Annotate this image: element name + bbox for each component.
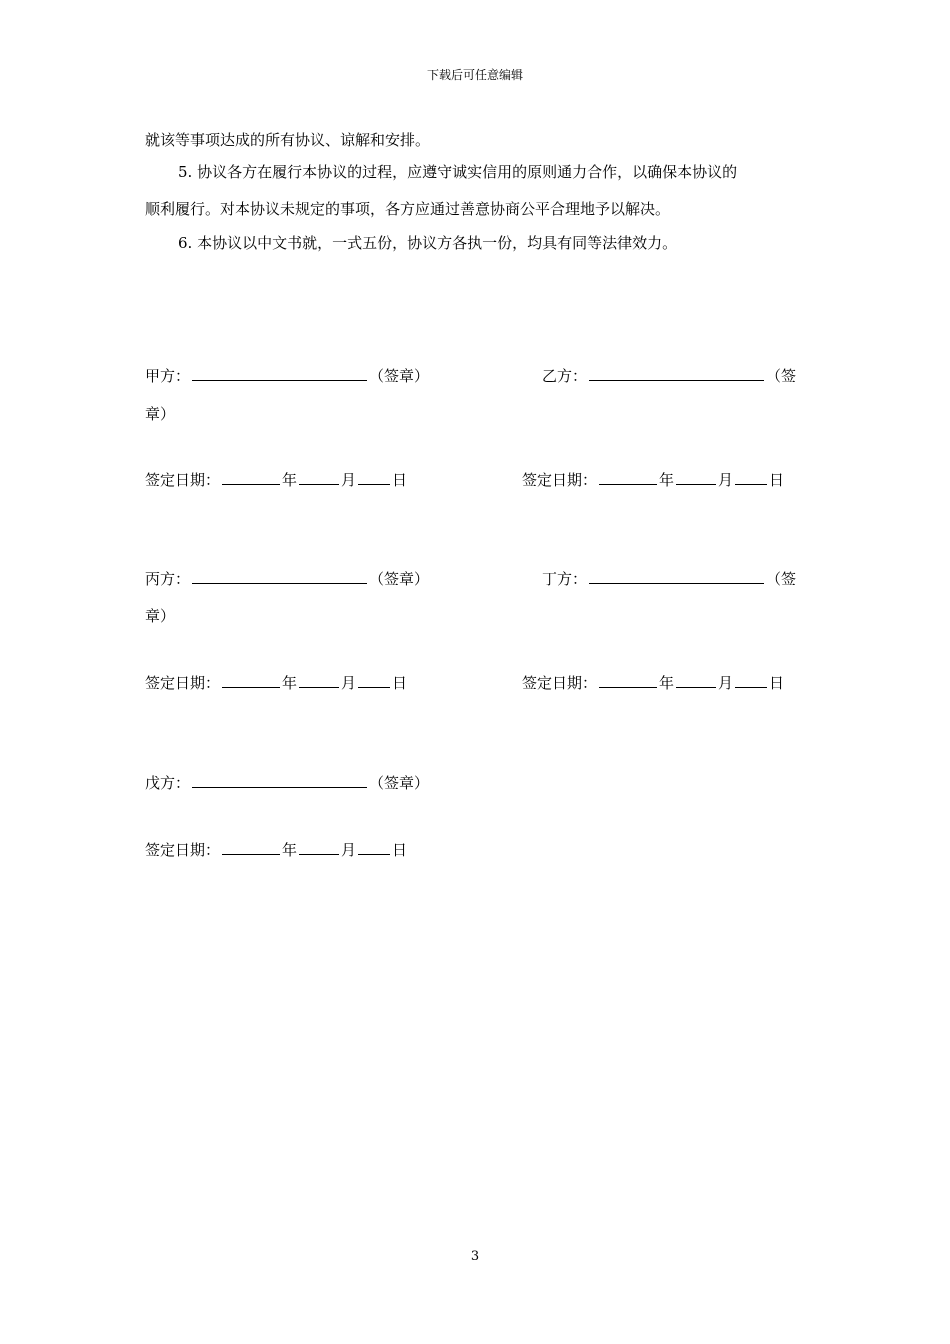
- party-b-date: [522, 469, 784, 490]
- party-a-label: 甲方：: [145, 367, 191, 385]
- party-a-seal: （签章）: [369, 367, 430, 385]
- page-header: 下载后可任意编辑: [426, 68, 523, 82]
- date-label: 签定日期：: [145, 674, 221, 692]
- year-label: 年: [282, 471, 298, 489]
- year-blank[interactable]: [599, 673, 657, 688]
- party-d-seal-close: 章）: [145, 607, 176, 625]
- party-b-seal-open: （签: [766, 367, 797, 385]
- party-a-signature: [145, 365, 429, 386]
- month-blank[interactable]: [676, 470, 716, 485]
- day-blank[interactable]: [735, 673, 767, 688]
- party-c-signature: [145, 568, 429, 589]
- month-label: 月: [341, 841, 357, 859]
- year-blank[interactable]: [222, 470, 280, 485]
- party-c-date: [145, 672, 407, 693]
- party-d-sign-line[interactable]: [589, 569, 764, 584]
- party-c-sign-line[interactable]: [192, 569, 367, 584]
- year-label: 年: [659, 674, 675, 692]
- year-label: 年: [282, 841, 298, 859]
- year-label: 年: [659, 471, 675, 489]
- party-e-sign-line[interactable]: [192, 773, 367, 788]
- month-blank[interactable]: [299, 840, 339, 855]
- party-e-label: 戊方：: [145, 774, 191, 792]
- clause-6: 6. 本协议以中文书就，一式五份，协议方各执一份，均具有同等法律效力。: [178, 234, 678, 252]
- party-b-signature: [542, 365, 796, 386]
- month-blank[interactable]: [299, 673, 339, 688]
- day-label: 日: [392, 674, 408, 692]
- day-label: 日: [769, 674, 785, 692]
- party-a-date: [145, 469, 407, 490]
- year-blank[interactable]: [599, 470, 657, 485]
- date-label: 签定日期：: [145, 471, 221, 489]
- party-e-seal: （签章）: [369, 774, 430, 792]
- day-blank[interactable]: [358, 673, 390, 688]
- party-d-signature: [542, 568, 796, 589]
- party-e-signature: [145, 772, 429, 793]
- party-a-sign-line[interactable]: [192, 366, 367, 381]
- day-blank[interactable]: [358, 840, 390, 855]
- clause-5-line-2: 顺利履行。对本协议未规定的事项，各方应通过善意协商公平合理地予以解决。: [145, 200, 671, 218]
- day-label: 日: [392, 841, 408, 859]
- date-label: 签定日期：: [522, 471, 598, 489]
- month-label: 月: [341, 471, 357, 489]
- day-label: 日: [392, 471, 408, 489]
- year-label: 年: [282, 674, 298, 692]
- page-number: 3: [470, 1249, 480, 1264]
- clause-5-line-1: 5. 协议各方在履行本协议的过程，应遵守诚实信用的原则通力合作，以确保本协议的: [178, 163, 738, 181]
- day-blank[interactable]: [735, 470, 767, 485]
- date-label: 签定日期：: [145, 841, 221, 859]
- party-c-label: 丙方：: [145, 570, 191, 588]
- party-b-seal-close: 章）: [145, 405, 176, 423]
- party-c-seal: （签章）: [369, 570, 430, 588]
- day-blank[interactable]: [358, 470, 390, 485]
- year-blank[interactable]: [222, 673, 280, 688]
- month-blank[interactable]: [676, 673, 716, 688]
- party-e-date: [145, 839, 407, 860]
- day-label: 日: [769, 471, 785, 489]
- party-b-label: 乙方：: [542, 367, 588, 385]
- month-blank[interactable]: [299, 470, 339, 485]
- party-d-label: 丁方：: [542, 570, 588, 588]
- date-label: 签定日期：: [522, 674, 598, 692]
- month-label: 月: [341, 674, 357, 692]
- party-d-seal-open: （签: [766, 570, 797, 588]
- year-blank[interactable]: [222, 840, 280, 855]
- party-b-sign-line[interactable]: [589, 366, 764, 381]
- body-line-1: 就该等事项达成的所有协议、谅解和安排。: [145, 131, 431, 149]
- month-label: 月: [718, 674, 734, 692]
- party-d-date: [522, 672, 784, 693]
- month-label: 月: [718, 471, 734, 489]
